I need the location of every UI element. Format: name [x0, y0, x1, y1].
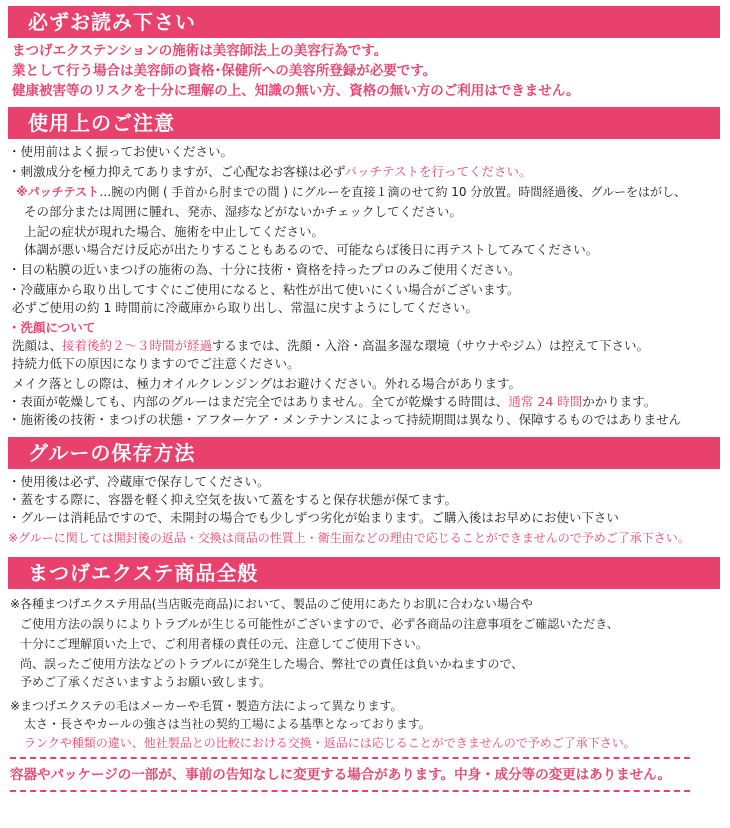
face-wash-heading: ・洗顔について [8, 320, 96, 335]
general-line-3: 十分にご理解頂いた上で、ご利用者様の責任の元、注意してご使用下さい。 [20, 637, 428, 651]
precaution-line-11: 洗顔は、接着後約２～３時間が経過するまでは、洗顔・入浴・高温多湿な環境（サウナやジム）は控えて下さい。 [12, 338, 650, 353]
storage-line-2: ・蓋をする際に、容器を軽く抑え空気を抜いて蓋をすると保存状態が保てます。 [8, 492, 458, 507]
storage-line-1: ・使用後は必ず、冷蔵庫で保存してください。 [8, 474, 270, 489]
general-line-1: ※各種まつげエクステ用品(当店販売商品)において、製品のご使用にあたりお肌に合わない場合や [10, 597, 533, 611]
patch-test-line: ※パッチテスト…腕の内側 ( 手首から肘までの間 ) にグルーを直接１滴のせて約 10 分放置。時間経過後、グルーをはがし、 [16, 185, 686, 199]
warning-line-3: 健康被害等のリスクを十分に理解の上、知識の無い方、資格の無い方のご利用はできません。 [12, 83, 580, 99]
general-line-7: 太さ・長さやカールの強さは当社の契約工場による基準となっております。 [24, 717, 431, 731]
precaution-line-4: その部分または周囲に腫れ、発赤、湿疹などがないかチェックしてください。 [24, 204, 462, 219]
precaution-line-2: ・刺激成分を極力抑えてありますが、ご心配なお客様は必ずパッチテストを行ってください。 [8, 164, 532, 179]
precaution-line-5: 上記の症状が現れた場合、施術を中止してください。 [24, 224, 325, 239]
general-line-6: ※まつげエクステの毛はメーカーや毛質・製造方法によって異なります。 [10, 699, 403, 713]
precaution-line-8: ・冷蔵庫から取り出してすぐにご使用になると、粘性が出て使いにくい場合がございます。 [8, 282, 520, 297]
divider-bottom [10, 790, 690, 792]
general-line-2: ご使用方法の誤りによりトラブルが生じる可能性がございますので、必ず各商品の注意事項をご確認いただき、 [20, 617, 619, 631]
general-line-5: 予めご了承くださいますようお願い致します。 [20, 675, 272, 689]
section-header-glue-storage: グルーの保存方法 [8, 437, 720, 469]
section-header-must-read: 必ずお読み下さい [8, 6, 720, 38]
precaution-line-1: ・使用前はよく振ってお使いください。 [8, 144, 234, 159]
warning-line-2: 業として行う場合は美容師の資格･保健所への美容所登録が必要です。 [12, 63, 437, 79]
section-header-precautions: 使用上のご注意 [8, 107, 720, 139]
precaution-line-13: メイク落としの際は、極力オイルクレンジングはお避けください。外れる場合があります。 [12, 376, 521, 391]
divider-top [10, 757, 690, 759]
precaution-line-12: 持続力低下の原因になりますのでご注意ください。 [12, 356, 300, 371]
precaution-line-14: ・表面が乾燥しても、内部のグルーはまだ完全ではありません。全てが乾燥する時間は、通常 24 時間かかります。 [8, 394, 657, 409]
storage-line-3: ・グルーは消耗品ですので、未開封の場合でも少しずつ劣化が始まります。ご購入後はお早めにお使い下さい [8, 510, 619, 525]
section-header-general-products: まつげエクステ商品全般 [8, 557, 720, 589]
precaution-line-6: 体調が悪い場合だけ反応が出たりすることもあるので、可能ならば後日に再テストしてみてください。 [24, 242, 599, 257]
precaution-line-7: ・目の粘膜の近いまつげの施術の為、十分に技術・資格を持ったプロのみご使用ください。 [8, 262, 521, 277]
storage-note: ※グルーに関しては開封後の返品・交換は商品の性質上・衛生面などの理由で応じることができませんので予めご了承下さい。 [8, 531, 690, 545]
warning-line-1: まつげエクステンションの施術は美容師法上の美容行為です。 [12, 43, 388, 59]
package-change-notice: 容器やパッケージの一部が、事前の告知なしに変更する場合があります。中身・成分等の変更はありません。 [10, 767, 671, 783]
precaution-line-9: 必ずご使用の約 1 時間前に冷蔵庫から取り出し、常温に戻すようにしてください。 [12, 300, 478, 315]
precaution-line-15: ・施術後の技術・まつげの状態・アフターケア・メンテナンスによって持続期間は異なり、保障するものではありません [8, 412, 682, 427]
general-line-8: ランクや種類の違い、他社製品との比較における交換・返品には応じることができませんので予めご了承下さい。 [24, 736, 636, 750]
general-line-4: 尚、誤ったご使用方法などのトラブルにが発生した場合、弊社での責任は負いかねますので、 [20, 657, 524, 671]
